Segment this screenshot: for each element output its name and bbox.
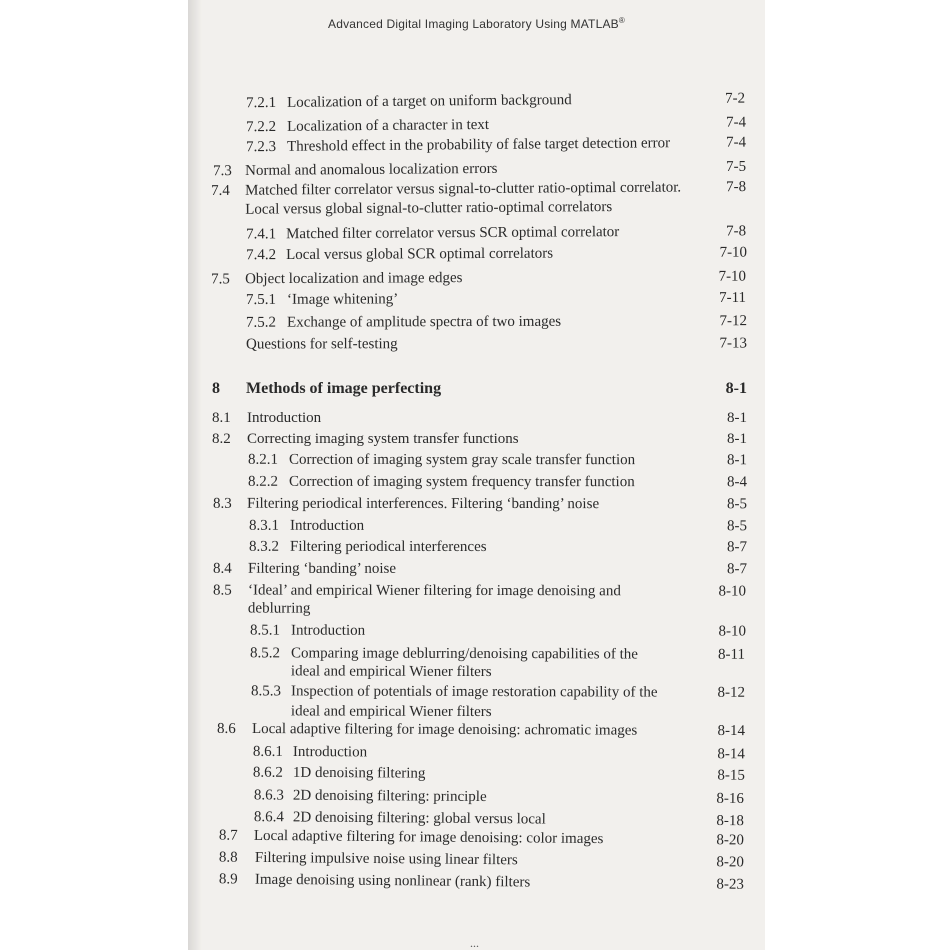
toc-entry-page-number: 7-10 (718, 268, 747, 285)
toc-entry-title: Correction of imaging system frequency transfer function (288, 473, 635, 491)
toc-entry (0, 288, 950, 310)
toc-entry-title: 2D denoising filtering: global versus local (292, 809, 546, 828)
toc-entry-title: Filtering impulsive noise using linear filters (254, 849, 518, 869)
toc-entry-title: Local adaptive filtering for image denoising: achromatic images (251, 721, 638, 739)
toc-entry-number: 8.6.2 (252, 764, 283, 781)
toc-entry (0, 762, 950, 786)
toc-entry (0, 450, 950, 469)
toc-entry (0, 621, 950, 641)
toc-entry-title: Matched filter correlator versus signal-to-clutter ratio-optimal correlator. (245, 179, 682, 199)
toc-entry-page-number: 8-1 (726, 452, 747, 469)
toc-entry-number: 8.2 (212, 431, 231, 447)
toc-entry-title-continued: Local versus global signal-to-clutter ratio-optimal correlators (245, 199, 613, 218)
toc-chapter-entry (0, 380, 950, 398)
toc-entry (0, 430, 950, 448)
toc-entry-number: 8.8 (218, 849, 238, 866)
toc-entry-title: ‘Ideal’ and empirical Wiener filtering for image denoising and (247, 582, 621, 600)
toc-entry-number: 8.5.1 (249, 622, 280, 639)
toc-entry-number: 8.9 (218, 871, 238, 888)
toc-entry-page-number: 8-10 (718, 583, 746, 600)
toc-entry-title: Threshold effect in the probability of false target detection error (287, 135, 671, 155)
toc-entry-number: 8.4 (212, 560, 232, 577)
toc-entry-number: 8.3 (212, 495, 232, 512)
toc-entry (0, 741, 950, 764)
toc-entry-title: Filtering periodical interferences. Filtering ‘banding’ noise (246, 495, 600, 513)
toc-entry-page-number: 7-4 (725, 114, 747, 131)
toc-entry (0, 267, 950, 290)
toc-entry-page-number: 8-1 (727, 431, 747, 447)
toc-entry-number: 7.5 (211, 271, 230, 288)
toc-entry-page-number: 7-12 (719, 313, 748, 330)
toc-entry-title: Filtering periodical interferences (289, 538, 487, 556)
toc-entry (0, 719, 950, 741)
toc-entry (0, 516, 950, 535)
toc-entry-title: Image denoising using nonlinear (rank) filters (254, 871, 531, 891)
toc-entry-number: 7.4.1 (246, 226, 277, 243)
toc-entry-number: 7.5.2 (246, 314, 277, 331)
toc-entry-number: 7.4.2 (246, 247, 277, 264)
toc-entry-page-number: 8-23 (716, 876, 744, 893)
toc-entry-page-number: 8-18 (716, 812, 744, 830)
toc-entry (0, 868, 950, 896)
toc-entry-title: Methods of image perfecting (246, 380, 442, 397)
toc-entry-number: 8.5.2 (249, 645, 280, 662)
toc-entry-title: Introduction (290, 622, 366, 639)
toc-entry-page-number: 8-14 (717, 746, 745, 763)
toc-entry-number: 8.5.3 (250, 683, 281, 700)
toc-entry-title: Local adaptive filtering for image denoising: color images (253, 827, 604, 848)
toc-entry-number: 8.1 (212, 410, 231, 426)
toc-entry (0, 312, 950, 333)
toc-entry (0, 537, 950, 556)
toc-entry-number: 8.6.3 (253, 787, 284, 804)
toc-entry-page-number: 8-15 (717, 767, 745, 784)
toc-entry-number: 7.2.2 (246, 118, 277, 136)
toc-entry-page-number: 8-7 (726, 539, 747, 556)
toc-entry-number: 8 (212, 380, 220, 397)
toc-entry-title-continued: deblurring (247, 600, 311, 617)
toc-entry-title-continued: ideal and empirical Wiener filters (290, 703, 492, 721)
toc-entry-number: 7.4 (211, 182, 230, 199)
registered-mark: ® (618, 16, 625, 25)
toc-entry-title: Correcting imaging system transfer functions (247, 431, 519, 447)
toc-entry-number: 8.6.1 (252, 743, 283, 760)
toc-entry-page-number: 8-20 (716, 854, 744, 871)
toc-entry-title: Filtering ‘banding’ noise (247, 560, 397, 577)
toc-entry-number: 8.2.1 (247, 451, 278, 468)
toc-entry-page-number: 8-5 (726, 496, 747, 513)
toc-entry-title: Introduction (247, 410, 322, 426)
toc-entry-title: Introduction (292, 744, 368, 761)
toc-entry (0, 221, 950, 245)
toc-entry-page-number: 7-8 (726, 223, 747, 240)
toc-entry-page-number: 8-4 (726, 474, 747, 491)
toc-entry-title: Localization of a character in text (287, 116, 490, 135)
toc-entry-page-number: 7-8 (726, 179, 747, 196)
toc-entry-title: Object localization and image edges (245, 270, 463, 288)
toc-entry-number: 8.7 (218, 827, 238, 844)
toc-entry-page-number: 8-5 (726, 518, 747, 535)
toc-entry-title: Exchange of amplitude spectra of two images (287, 313, 562, 331)
toc-entry-page-number: 8-14 (717, 722, 745, 740)
toc-entry-page-number: 7-4 (725, 134, 747, 151)
toc-entry-page-number: 8-12 (717, 684, 745, 701)
toc-entry-title: Localization of a target on uniform background (287, 92, 572, 111)
toc-entry-number: 8.2.2 (247, 473, 278, 490)
toc-entry-number: 8.5 (212, 582, 232, 599)
toc-entry (0, 334, 950, 354)
toc-entry (0, 88, 950, 115)
toc-entry (0, 177, 950, 221)
running-header-text: Advanced Digital Imaging Laboratory Using MATLAB (328, 17, 619, 31)
toc-entry-page-number: 7-2 (724, 90, 746, 107)
toc-entry-title: 1D denoising filtering (292, 764, 426, 782)
toc-entry-title-continued: ideal and empirical Wiener filters (290, 663, 492, 681)
toc-entry-number: 8.3.2 (248, 538, 279, 555)
toc-entry-title: ‘Image whitening’ (287, 291, 399, 308)
toc-entry-page-number: 7-10 (719, 244, 748, 261)
toc-entry (0, 409, 950, 427)
toc-entry (0, 784, 950, 809)
toc-entry-number: 7.2.1 (246, 94, 277, 112)
toc-entry-page-number: 8-20 (716, 832, 744, 849)
toc-entry-title: 2D denoising filtering: principle (292, 787, 487, 806)
toc-entry (0, 581, 950, 619)
toc-entry-number: 8.3.1 (248, 517, 279, 534)
toc-entry-title: Local versus global SCR optimal correlators (286, 245, 554, 264)
toc-entry-title: Inspection of potentials of image restoration capability of the (290, 683, 658, 701)
toc-entry-page-number: 8-10 (718, 623, 746, 640)
toc-entry-page-number: 7-13 (719, 335, 748, 352)
toc-entry (0, 494, 950, 513)
toc-entry-page-number: 8-7 (726, 561, 747, 578)
toc-entry-number: 7.5.1 (246, 291, 277, 308)
toc-entry-page-number: 8-11 (717, 646, 745, 663)
toc-entry-title: Comparing image deblurring/denoising capabilities of the (290, 645, 638, 663)
toc-entry-page-number: 7-11 (719, 289, 747, 306)
toc-entry-number: 7.2.3 (246, 138, 277, 156)
toc-entry-title: Normal and anomalous localization errors (245, 160, 498, 179)
toc-entry (0, 472, 950, 491)
toc-entry (0, 681, 950, 722)
toc-entry-number: 8.6.4 (253, 809, 284, 826)
toc-entry (0, 559, 950, 578)
toc-entry-page-number: 7-5 (725, 158, 747, 175)
toc-entry-page-number: 8-1 (727, 410, 747, 426)
toc-entry-title: Correction of imaging system gray scale transfer function (288, 451, 636, 469)
toc-entry-title: Introduction (289, 517, 365, 534)
toc-entry-page-number: 8-1 (725, 380, 747, 397)
toc-entry (0, 643, 950, 682)
toc-entry-title: Matched filter correlator versus SCR optimal correlator (286, 224, 620, 243)
toc-entry-number: 8.6 (216, 720, 236, 737)
page-footer: ... (470, 936, 479, 950)
toc-entry-page-number: 8-16 (716, 790, 744, 807)
toc-entry-title: Questions for self-testing (246, 336, 398, 353)
toc-entry-number: 7.3 (213, 163, 232, 180)
toc-entry (0, 243, 950, 266)
